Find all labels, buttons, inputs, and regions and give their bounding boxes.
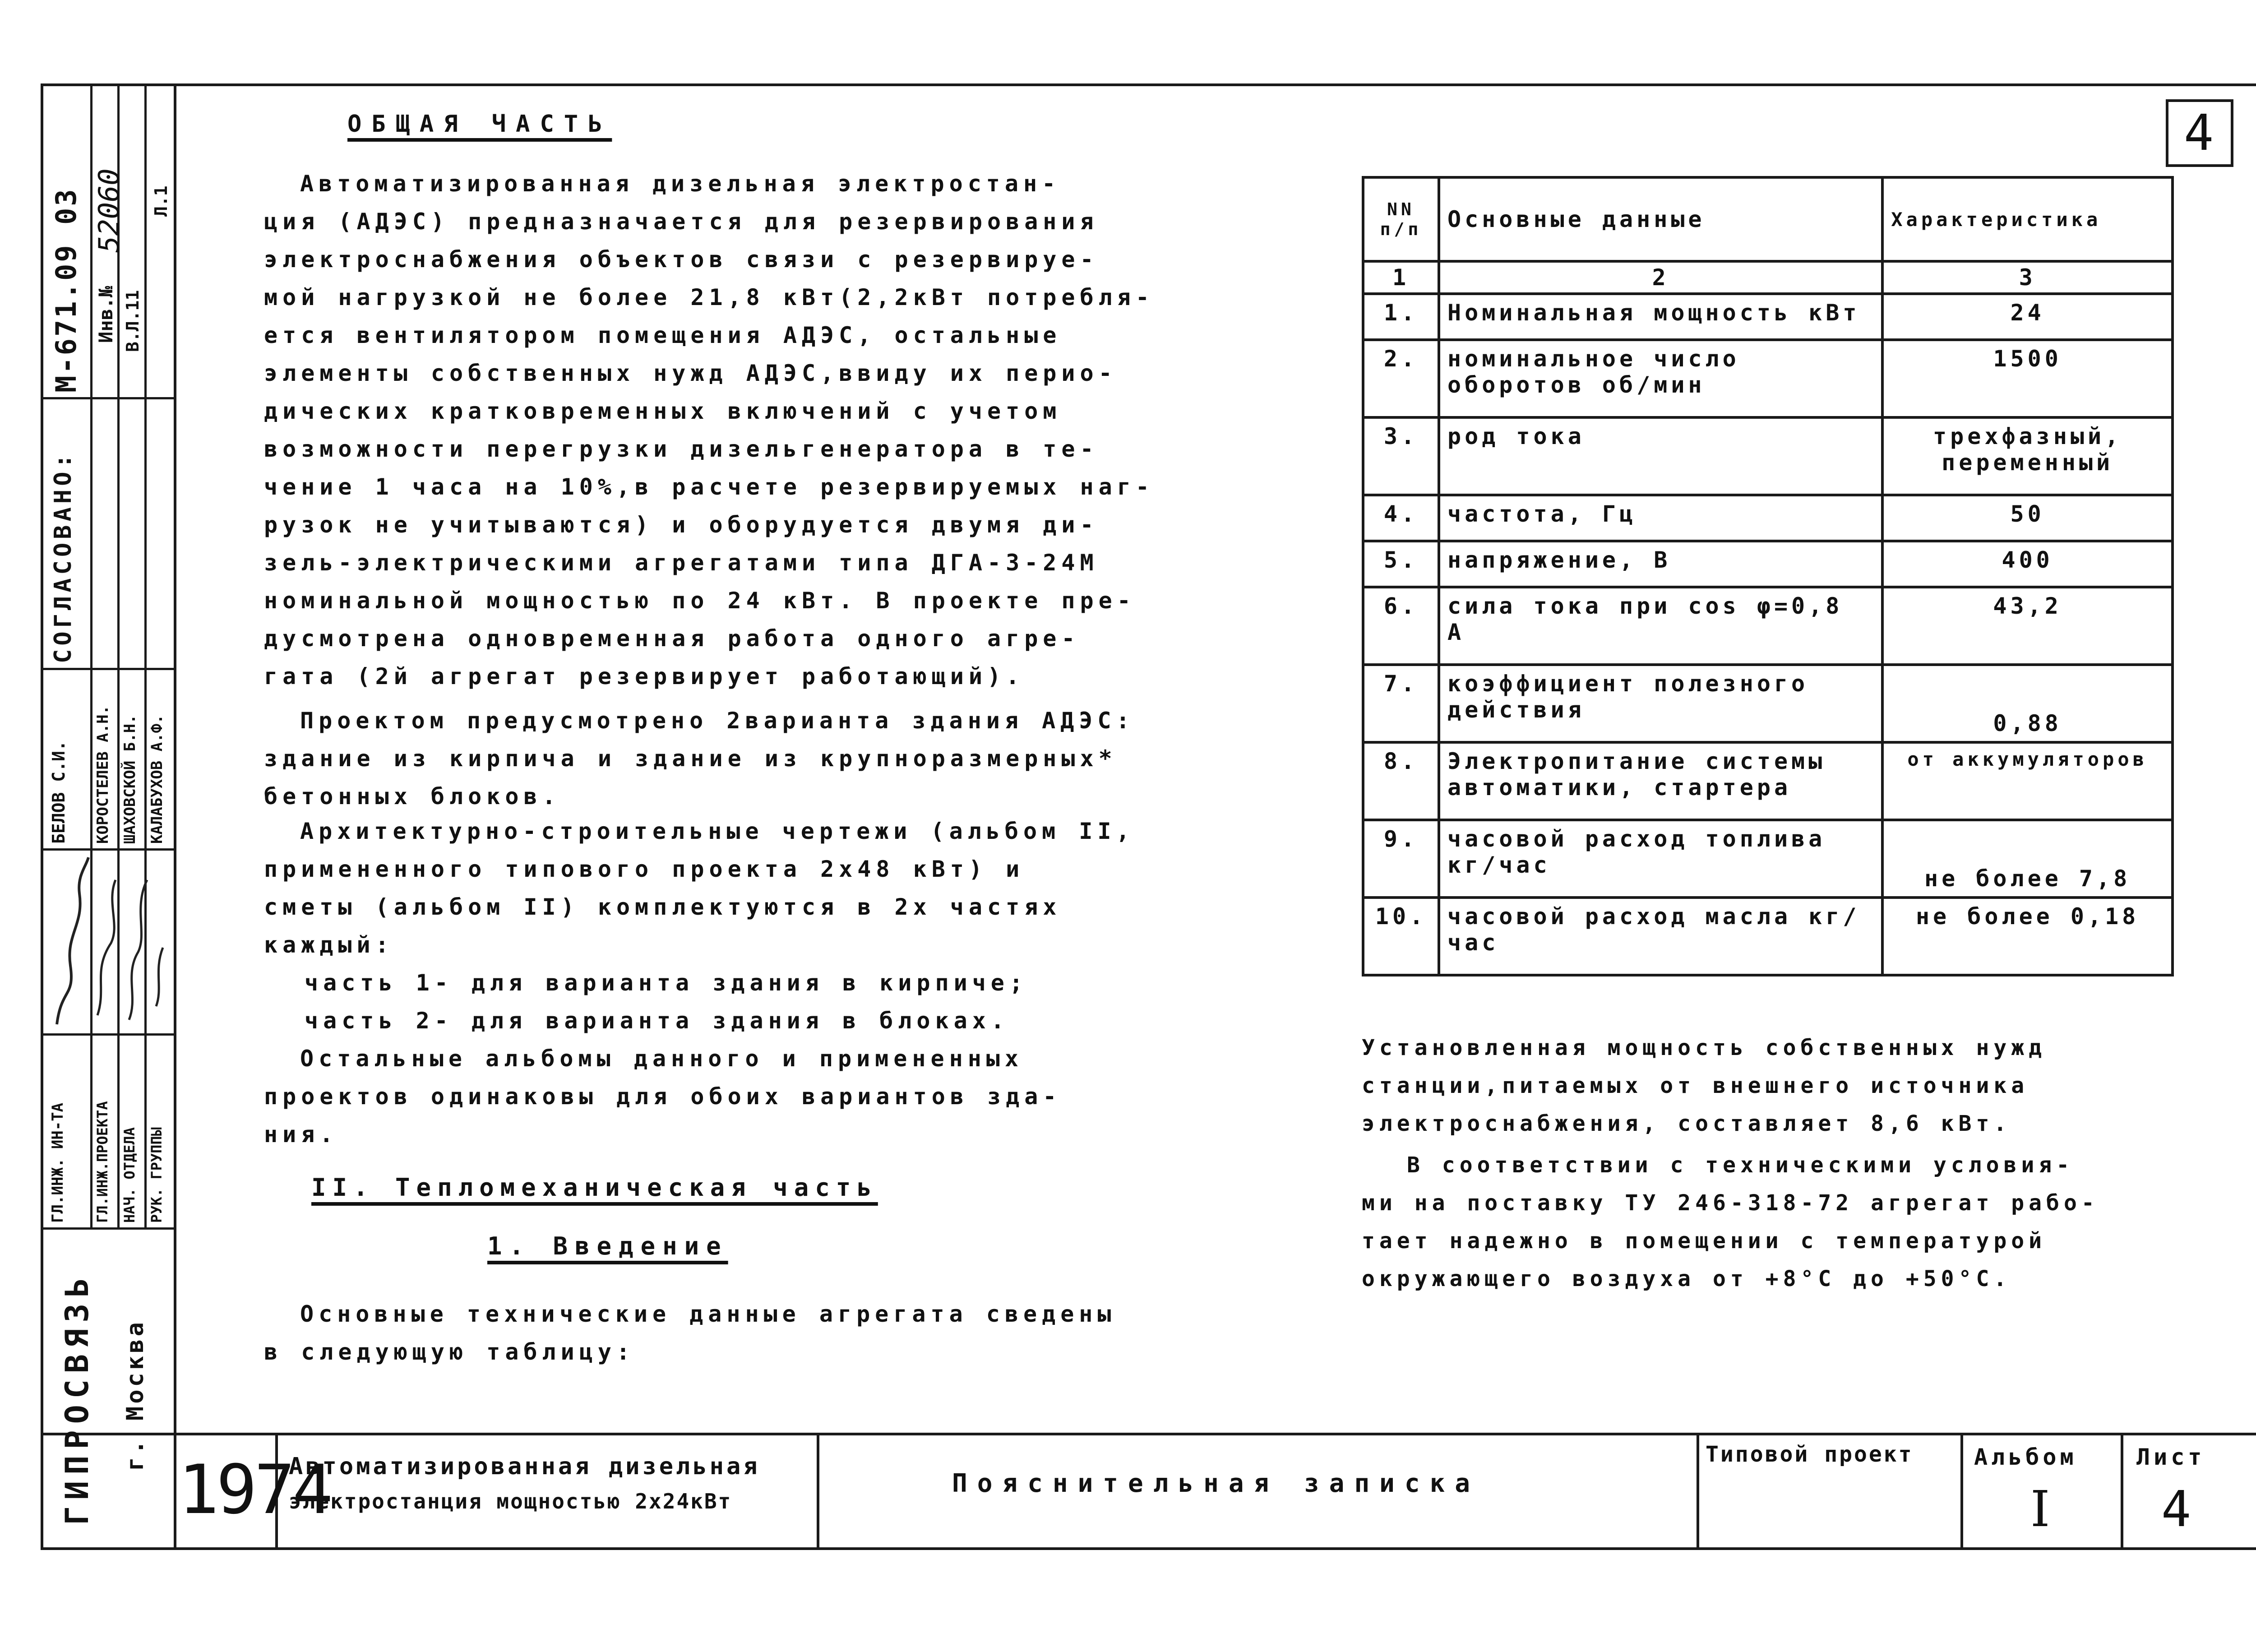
stamp-top-line [174,1433,2256,1435]
row-value: не более 0,18 [1882,898,2173,975]
para-auxiliary-power [1362,1029,2046,1143]
row-param: номинальное число оборотов об/мин [1439,340,1882,417]
city-name: г. Москва [122,1319,149,1471]
stamp-project-name-1: Автоматизированная дизельная [289,1453,760,1480]
spec-table [1362,176,2174,976]
para-line: рузок не учитываются) и оборудуется двумя ди- [264,512,1099,538]
index-cell: 2 [1439,261,1882,294]
table-index-row [1363,261,2173,294]
para-line: ется вентилятором помещения АДЭС, остальные [264,322,1062,348]
table-row [1363,340,2173,417]
stamp-project-name-2: электростанция мощностью 2х24кВт [289,1489,732,1513]
para-line: возможности перегрузки дизельгенератора в те- [264,436,1099,462]
subsection-heading: 1. Введение [487,1232,728,1260]
table-header-row [1363,177,2173,261]
row-number: 7. [1363,665,1439,742]
ver-label: В.Л.11 [123,290,143,352]
para-line: элементы собственных нужд АДЭС,ввиду их перио- [264,360,1117,386]
para-line: гата (2й агрегат резервирует работающий). [264,663,1025,689]
para-line: электроснабжения объектов связи с резервируе- [264,246,1099,273]
para-operating-conditions [1362,1146,2099,1298]
name-4: КАЛАБУХОВ А.Ф. [148,714,166,844]
stamp-col-line-3 [1697,1434,1699,1550]
row-number: 1. [1363,294,1439,340]
general-part-title: ОБЩАЯ ЧАСТЬ [347,111,612,138]
strip-row-line-2 [43,668,174,670]
para-line: Основные технические данные агрегата сведены [300,1301,1116,1327]
stamp-album-value: I [2030,1480,2050,1538]
para-intro [264,1295,1116,1371]
row-number: 6. [1363,587,1439,665]
row-value: не более 7,8 [1882,820,2173,898]
col-header-value: Характеристика [1882,177,2173,261]
row-number: 8. [1363,742,1439,820]
para-line: номинальной мощностью по 24 кВт. В проекте пре- [264,588,1136,614]
para-line: Остальные альбомы данного и примененных [300,1046,1023,1072]
para-line: Автоматизированная дизельная электростан- [300,171,1061,197]
stamp-album-label: Альбом [1974,1444,2077,1470]
role-5 [153,1220,154,1223]
table-row [1363,820,2173,898]
para-line: дических кратковременных включений с учетом [264,398,1062,424]
table-row [1363,417,2173,495]
strip-col-line-1 [90,86,92,1227]
row-param: Электропитание системы автоматики, стартера [1439,742,1882,820]
row-value: 24 [1882,294,2173,340]
stamp-year: 1974 [178,1451,331,1529]
strip-row-line-3 [43,848,174,851]
para-general [264,165,1154,695]
name-5 [153,841,154,844]
para-line: чение 1 часа на 10%,в расчете резервируемых наг- [264,474,1154,500]
stamp-col-line-4 [1960,1434,1963,1550]
stamp-type-label: Типовой проект [1706,1442,1914,1467]
para-line: часть 1- для варианта здания в кирпиче; [305,970,1028,996]
outer-bottom-border [41,1547,2256,1550]
row-param: часовой расход масла кг/час [1439,898,1882,975]
para-line: зель-электрическими агрегатами типа ДГА-3-24М [264,550,1099,576]
org-name: ГИПРОСВЯЗЬ [59,1272,96,1525]
stamp-sheet-label: Лист [2136,1444,2205,1470]
inv-label: Инв.№ [95,286,117,343]
para-line: электроснабжения, составляет 8,6 кВт. [1362,1111,2011,1136]
row-number: 10. [1363,898,1439,975]
role-3: НАЧ. ОТДЕЛА [121,1127,138,1223]
strip-col-line-3 [144,86,147,1227]
row-value: 50 [1882,495,2173,541]
role-2: ГЛ.ИНЖ.ПРОЕКТА [94,1101,111,1223]
para-line: здание из кирпича и здание из крупноразмерных* [264,745,1117,772]
role-1: ГЛ.ИНЖ. ИН-ТА [49,1102,67,1223]
stamp-col-line-5 [2121,1434,2123,1550]
sheet-corner-number: 4 [2184,104,2214,162]
table-row [1363,587,2173,665]
para-line: ния. [264,1121,338,1148]
para-line: Проектом предусмотрено 2варианта здания АДЭС: [300,708,1135,734]
para-line: бетонных блоков. [264,783,561,810]
row-value: 400 [1882,541,2173,587]
para-line: Установленная мощность собственных нужд [1362,1035,2047,1060]
row-param: напряжение, В [1439,541,1882,587]
ver-value: Л.1 [151,185,171,217]
para-line: в следующую таблицу: [264,1339,635,1365]
inv-value: 52060 [92,168,125,253]
row-value: 1500 [1882,340,2173,417]
para-line: В соответствии с техническими условия- [1407,1152,2074,1178]
para-line: ция (АДЭС) предназначается для резервирования [264,208,1099,235]
para-line: часть 2- для варианта здания в блоках. [305,1008,1009,1034]
row-value: 43,2 [1882,587,2173,665]
row-number: 3. [1363,417,1439,495]
outer-top-border [41,83,2256,86]
agreed-label: СОГЛАСОВАНО: [50,450,77,663]
para-line: проектов одинаковы для обоих вариантов зда- [264,1083,1062,1110]
para-line: станции,питаемых от внешнего источника [1362,1073,2029,1098]
para-line: каждый: [264,932,394,958]
col-header-number: NN п/п [1363,177,1439,261]
table-row [1363,898,2173,975]
stamp-doc-title: Пояснительная записка [952,1469,1480,1498]
para-drawings [264,812,1135,1153]
para-line: дусмотрена одновременная работа одного агре- [264,625,1080,652]
row-value: 0,88 [1882,665,2173,742]
row-param: род тока [1439,417,1882,495]
table-row [1363,665,2173,742]
table-row [1363,495,2173,541]
name-2: КОРОСТЕЛЕВ А.Н. [94,705,112,844]
table-row [1363,294,2173,340]
row-value: трехфазный, переменный [1882,417,2173,495]
row-param: коэффициент полезного действия [1439,665,1882,742]
strip-col-line-2 [117,86,120,1227]
para-line: примененного типового проекта 2х48 кВт) и [264,856,1025,882]
signatures [43,853,174,1033]
row-value: от аккумуляторов [1882,742,2173,820]
index-cell: 3 [1882,261,2173,294]
row-number: 2. [1363,340,1439,417]
para-line: мой нагрузкой не более 21,8 кВт(2,2кВт потребля- [264,284,1154,310]
strip-row-line-4 [43,1033,174,1036]
row-number: 5. [1363,541,1439,587]
table-row [1363,742,2173,820]
para-line: Архитектурно-строительные чертежи (альбом II, [300,818,1135,844]
name-3: ШАХОВСКОЙ Б.Н. [121,714,139,844]
stamp-col-line-2 [817,1434,819,1550]
row-number: 9. [1363,820,1439,898]
role-4: РУК. ГРУППЫ [148,1127,165,1223]
para-line: сметы (альбом II) комплектуются в 2х частях [264,894,1062,920]
section-heading: II. Тепломеханическая часть [311,1173,878,1202]
row-number: 4. [1363,495,1439,541]
strip-divider [174,86,176,1548]
table-row [1363,541,2173,587]
para-line: ми на поставку ТУ 246-318-72 агрегат рабо- [1362,1190,2099,1216]
para-variants [264,702,1135,815]
strip-row-line-1 [43,397,174,399]
row-param: часовой расход топлива кг/час [1439,820,1882,898]
name-1: БЕЛОВ С.И. [49,740,69,844]
stamp-sheet-value: 4 [2161,1480,2191,1538]
doc-code: М-671.09 03 [50,187,83,393]
row-param: сила тока при cos φ=0,8 А [1439,587,1882,665]
index-cell: 1 [1363,261,1439,294]
para-line: тает надежно в помещении с температурой [1362,1228,2047,1254]
col-header-param: Основные данные [1439,177,1882,261]
row-param: частота, Гц [1439,495,1882,541]
strip-row-line-5 [43,1227,174,1230]
outer-left-border [41,83,43,1550]
row-param: Номинальная мощность кВт [1439,294,1882,340]
para-line: окружающего воздуха от +8°С до +50°С. [1362,1266,2011,1291]
